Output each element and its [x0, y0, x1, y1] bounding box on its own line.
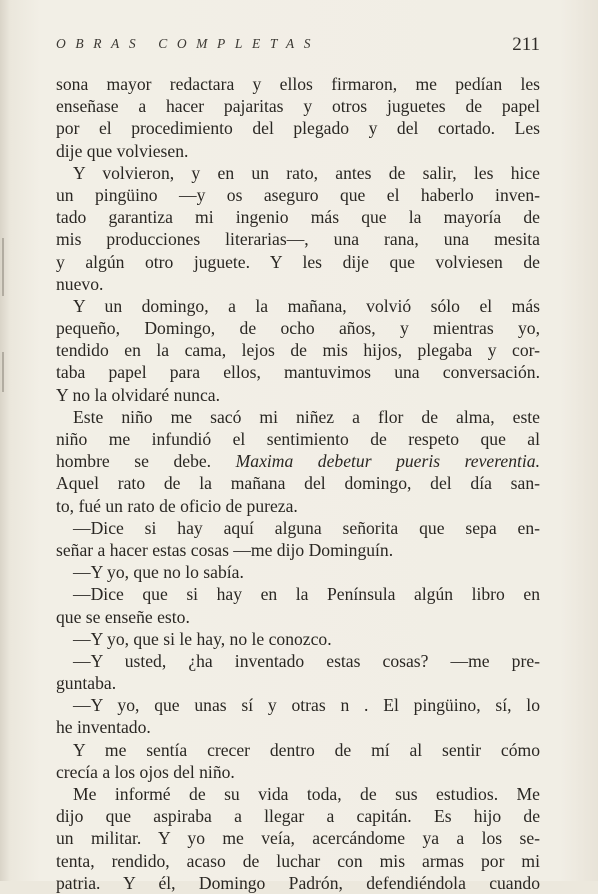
text-line: Y un domingo, a la mañana, volvió sólo el más [73, 295, 540, 316]
text-line: —Y yo, que no lo sabía. [73, 562, 244, 583]
text-line: tenta, rendido, acaso de luchar con mis armas por mi [56, 850, 540, 871]
text-line: crecía a los ojos del niño. [56, 761, 235, 782]
text-line [56, 450, 540, 472]
left-margin-mark [2, 238, 4, 296]
text-line: por el procedimiento del plegado y del cortado. Les [56, 118, 540, 139]
text-line: guntaba. [56, 673, 117, 694]
text-line: que se enseñe esto. [56, 606, 190, 627]
text-line: Y no la olvidaré nunca. [56, 384, 220, 405]
text-line: un pingüino —y os aseguro que el haberlo inven- [56, 184, 540, 205]
text-line: —Y usted, ¿ha inventado estas cosas? —me pre- [73, 650, 540, 671]
text-line: Me informé de su vida toda, de sus estudios. Me [73, 784, 540, 804]
text-line: señar a hacer estas cosas —me dijo Dominguín. [56, 539, 394, 560]
text-line: mis producciones literarias—, una rana, una mesita [56, 229, 540, 250]
body-text [56, 73, 540, 894]
text-line: patria. Y él, Domingo Padrón, defendiéndola cuando [56, 872, 540, 893]
text-line: he inventado. [56, 717, 151, 738]
text-line: taba papel para ellos, mantuvimos una conversación. [56, 362, 540, 383]
text-line: y algún otro juguete. Y les dije que volviesen de [56, 251, 540, 272]
text-line: nuevo. [56, 273, 104, 294]
text-line: Este niño me sacó mi niñez a flor de alma, este [73, 406, 540, 427]
page-number: 211 [512, 34, 540, 55]
text-segment: hombre se debe. [56, 451, 212, 472]
text-line: —Y yo, que unas sí y otras n . El pingüino, sí, lo [73, 695, 540, 716]
text-line: tendido en la cama, lejos de mis hijos, plegaba y cor- [56, 340, 540, 361]
text-line: to, fué un rato de oficio de pureza. [56, 495, 298, 516]
text-line: Y volvieron, y en un rato, antes de salir, les hice [73, 162, 540, 183]
text-line: dije que volviesen. [56, 140, 189, 161]
text-line: tado garantiza mi ingenio más que la mayoría de [56, 207, 540, 228]
running-header [56, 34, 540, 58]
text-line: niño me infundió el sentimiento de respeto que al [56, 429, 540, 449]
running-title: OBRAS COMPLETAS [56, 36, 321, 51]
text-line: dijo que aspiraba a llegar a capitán. Es hijo de [56, 806, 540, 827]
latin-quote: Maxima debetur pueris reverentia. [235, 451, 540, 472]
text-line: pequeño, Domingo, de ocho años, y mientras yo, [56, 318, 540, 339]
text-line: —Dice que si hay en la Península algún libro en [73, 584, 540, 605]
text-line: —Y yo, que si le hay, no le conozco. [73, 628, 332, 649]
text-line: enseñase a hacer pajaritas y otros juguetes de papel [56, 96, 540, 117]
text-line: Y me sentía crecer dentro de mí al sentir cómo [73, 739, 540, 760]
text-line: un militar. Y yo me veía, acercándome ya a los se- [56, 828, 540, 849]
text-line: —Dice si hay aquí alguna señorita que sepa en- [73, 517, 540, 538]
text-line: sona mayor redactara y ellos firmaron, me pedían les [56, 74, 540, 94]
left-margin-mark [2, 352, 4, 392]
text-line: Aquel rato de la mañana del domingo, del día san- [56, 473, 540, 494]
